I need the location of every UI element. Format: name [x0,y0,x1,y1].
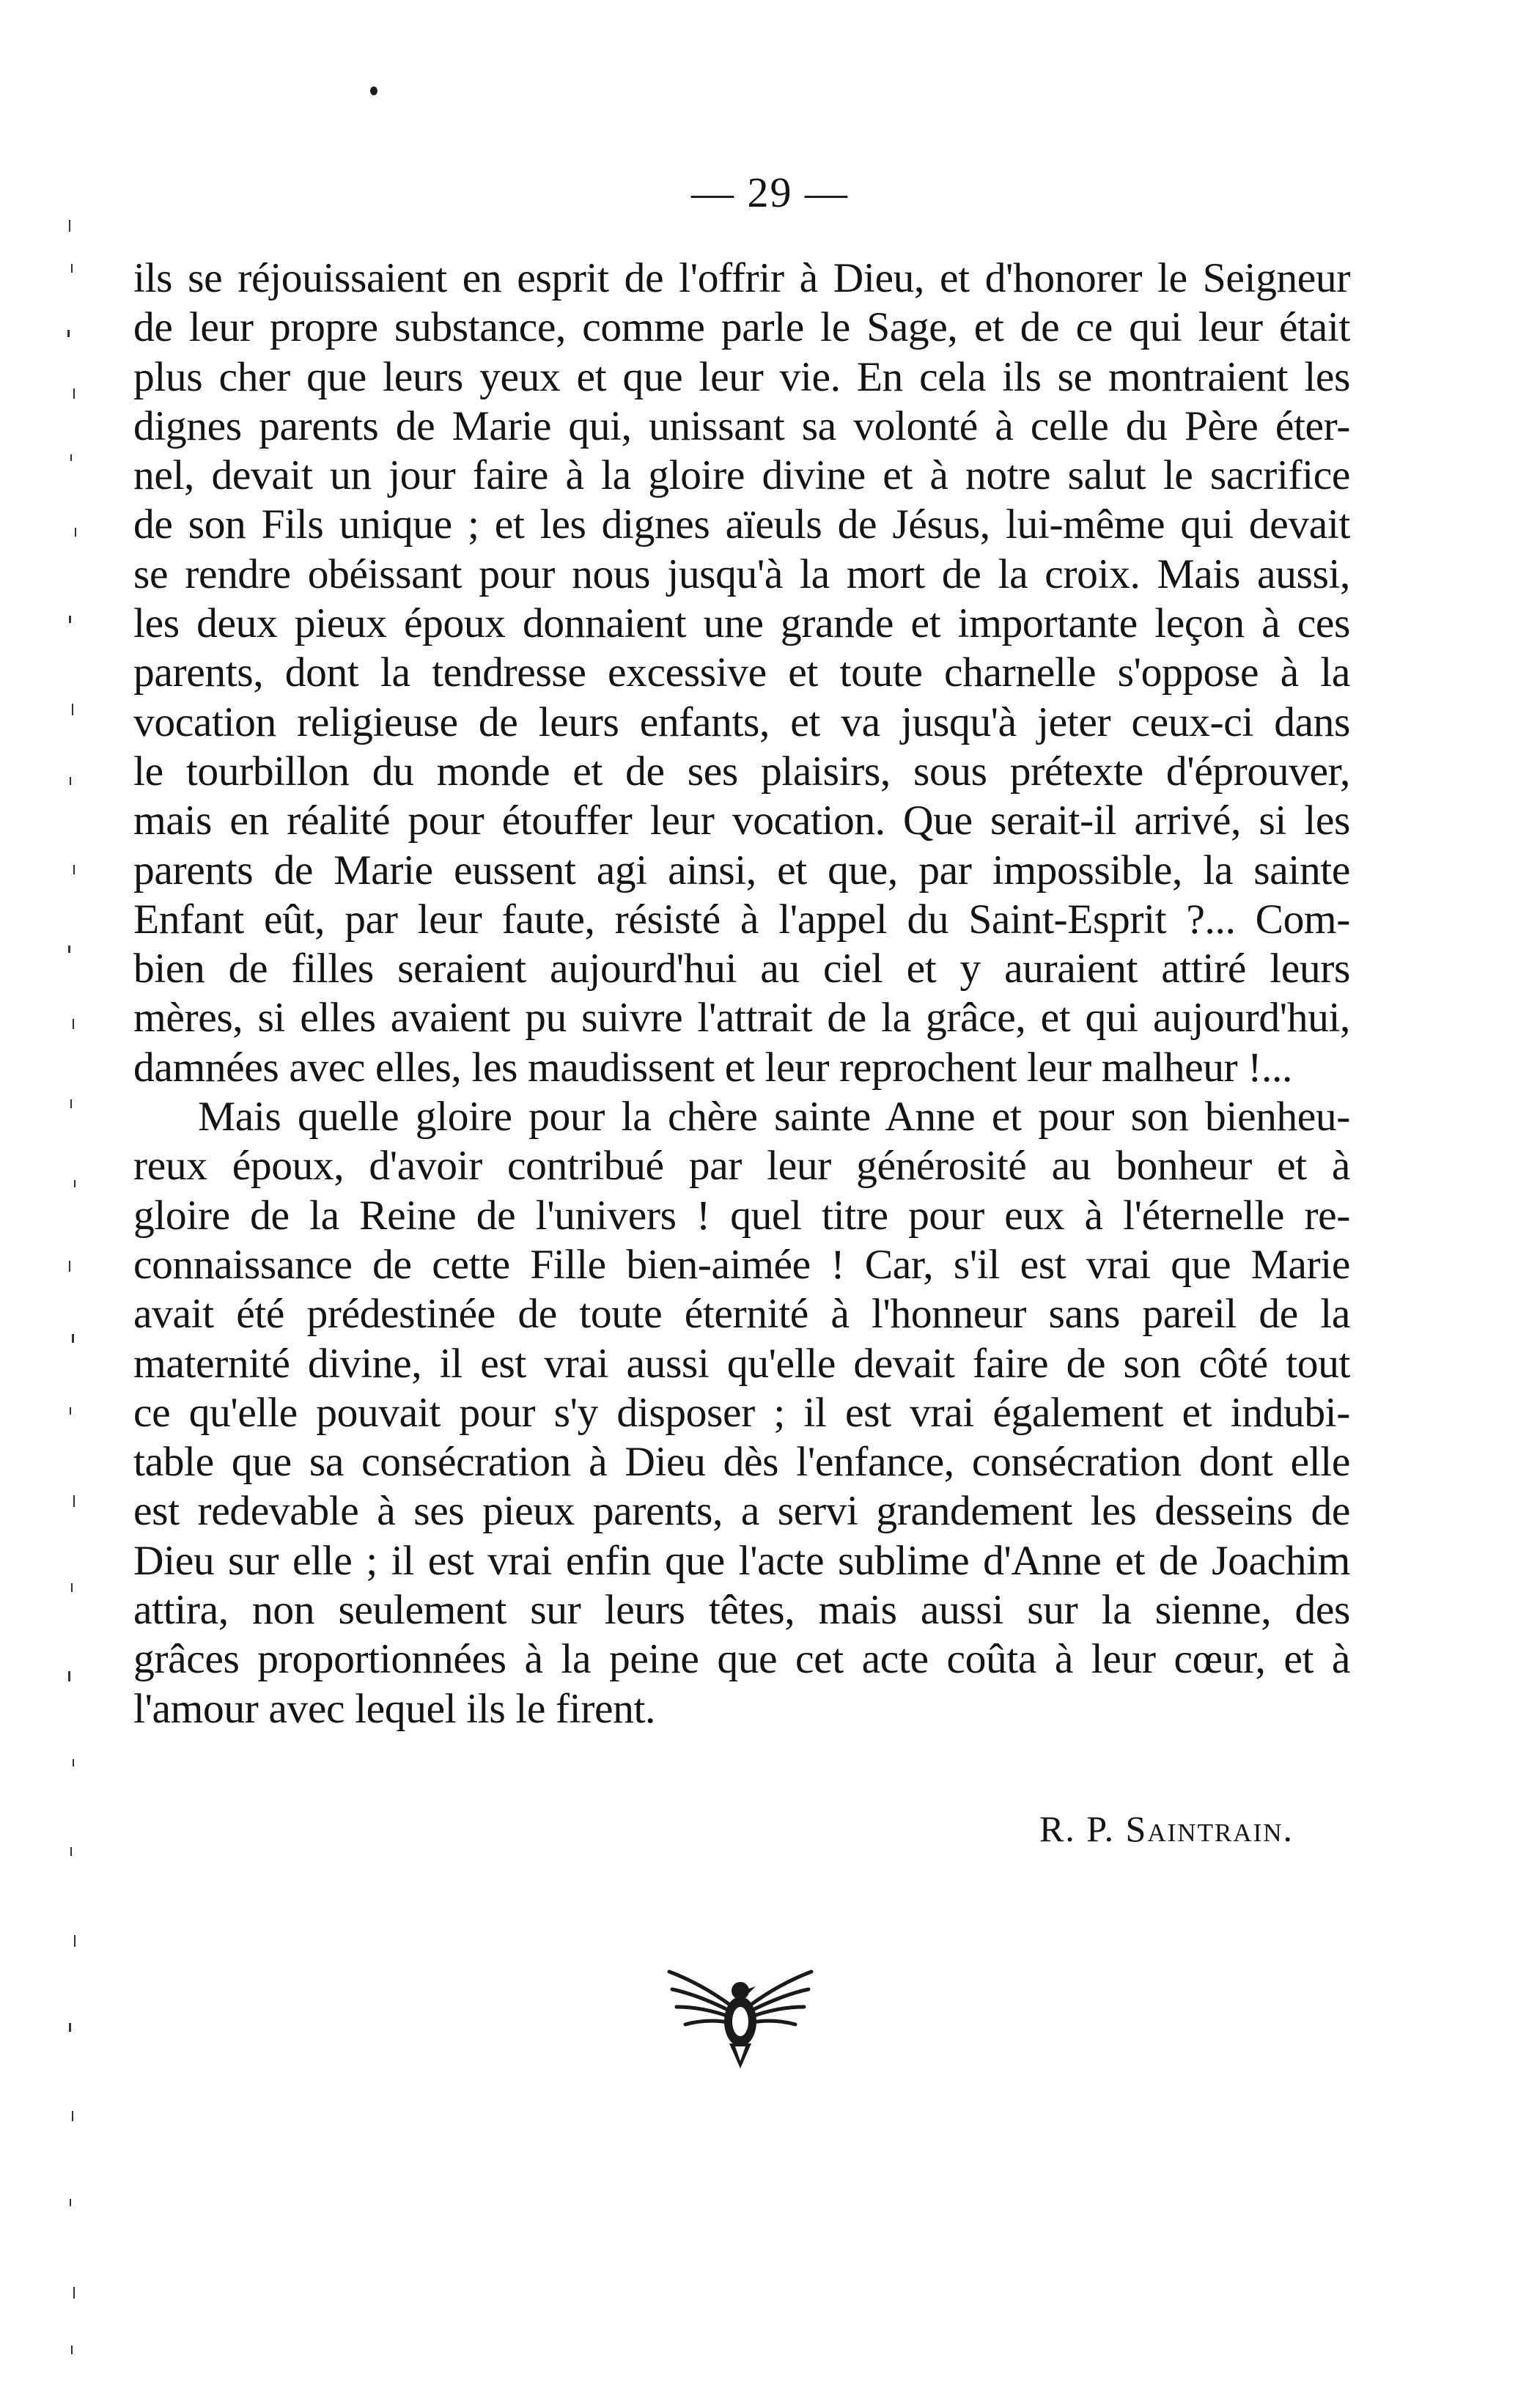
text-line: parents, dont la tendresse excessive et toute charnelle s'oppose à la [133,649,1350,696]
text-line: avait été prédestinée de toute éternité à l'honneur sans pareil de la [133,1291,1350,1338]
text-line: de leur propre substance, comme parle le Sage, et de ce qui leur était [133,304,1350,351]
text-line: de son Fils unique ; et les dignes aïeuls de Jésus, lui-même qui devait [133,501,1350,548]
text-line: l'amour avec lequel ils le firent. [133,1685,656,1732]
text-line: grâces proportionnées à la peine que cet acte coûta à leur cœur, et à [133,1636,1350,1683]
page-number: — 29 — [691,169,849,216]
text-line: connaissance de cette Fille bien-aimée ! Car, s'il est vrai que Marie [133,1241,1350,1288]
text-line: damnées avec elles, les maudissent et leur reprochent leur malheur !... [133,1044,1292,1091]
text-line: parents de Marie eussent agi ainsi, et que, par impossible, la sainte [133,847,1350,893]
eagle-ornament-icon [663,1942,817,2074]
text-line: maternité divine, il est vrai aussi qu'elle devait faire de son côté tout [133,1340,1350,1387]
text-line: Enfant eût, par leur faute, résisté à l'appel du Saint-Esprit ?... Com- [133,896,1350,943]
text-line: est redevable à ses pieux parents, a servi grandement les desseins de [133,1488,1350,1535]
text-line: bien de filles seraient aujourd'hui au ciel et y auraient attiré leurs [133,946,1350,992]
text-line: table que sa consécration à Dieu dès l'enfance, consécration dont elle [133,1439,1350,1486]
text-line: reux époux, d'avoir contribué par leur générosité au bonheur et à [133,1143,1350,1190]
text-line: dignes parents de Marie qui, unissant sa volonté à celle du Père éter- [133,402,1350,449]
text-line: vocation religieuse de leurs enfants, et va jusqu'à jeter ceux-ci dans [133,699,1350,745]
text-line: les deux pieux époux donnaient une grande et importante leçon à ces [133,600,1350,647]
text-line: attira, non seulement sur leurs têtes, mais aussi sur la sienne, des [133,1587,1350,1634]
body-text [133,254,1350,1733]
ink-speck [370,86,377,95]
text-line: plus cher que leurs yeux et que leur vie. En cela ils se montraient les [133,353,1350,400]
text-line: gloire de la Reine de l'univers ! quel titre pour eux à l'éternelle re- [133,1192,1350,1239]
text-line: mais en réalité pour étouffer leur vocation. Que serait-il arrivé, si les [133,797,1350,844]
scan-margin-artifacts [65,220,101,2375]
text-line: mères, si elles avaient pu suivre l'attrait de la grâce, et qui aujourd'hui, [133,995,1350,1042]
text-line: ce qu'elle pouvait pour s'y disposer ; il est vrai également et indubi- [133,1389,1350,1436]
author-signature: R. P. Saintrain. [1039,1808,1294,1849]
text-line: le tourbillon du monde et de ses plaisirs, sous prétexte d'éprouver, [133,748,1350,795]
text-line: ils se réjouissaient en esprit de l'offrir à Dieu, et d'honorer le Seigneur [133,255,1350,301]
text-line: Mais quelle gloire pour la chère sainte Anne et pour son bienheu- [198,1094,1350,1140]
text-line: Dieu sur elle ; il est vrai enfin que l'acte sublime d'Anne et de Joachim [133,1537,1350,1584]
text-line: se rendre obéissant pour nous jusqu'à la mort de la croix. Mais aussi, [133,550,1350,597]
text-line: nel, devait un jour faire à la gloire divine et à notre salut le sacrifice [133,452,1350,499]
